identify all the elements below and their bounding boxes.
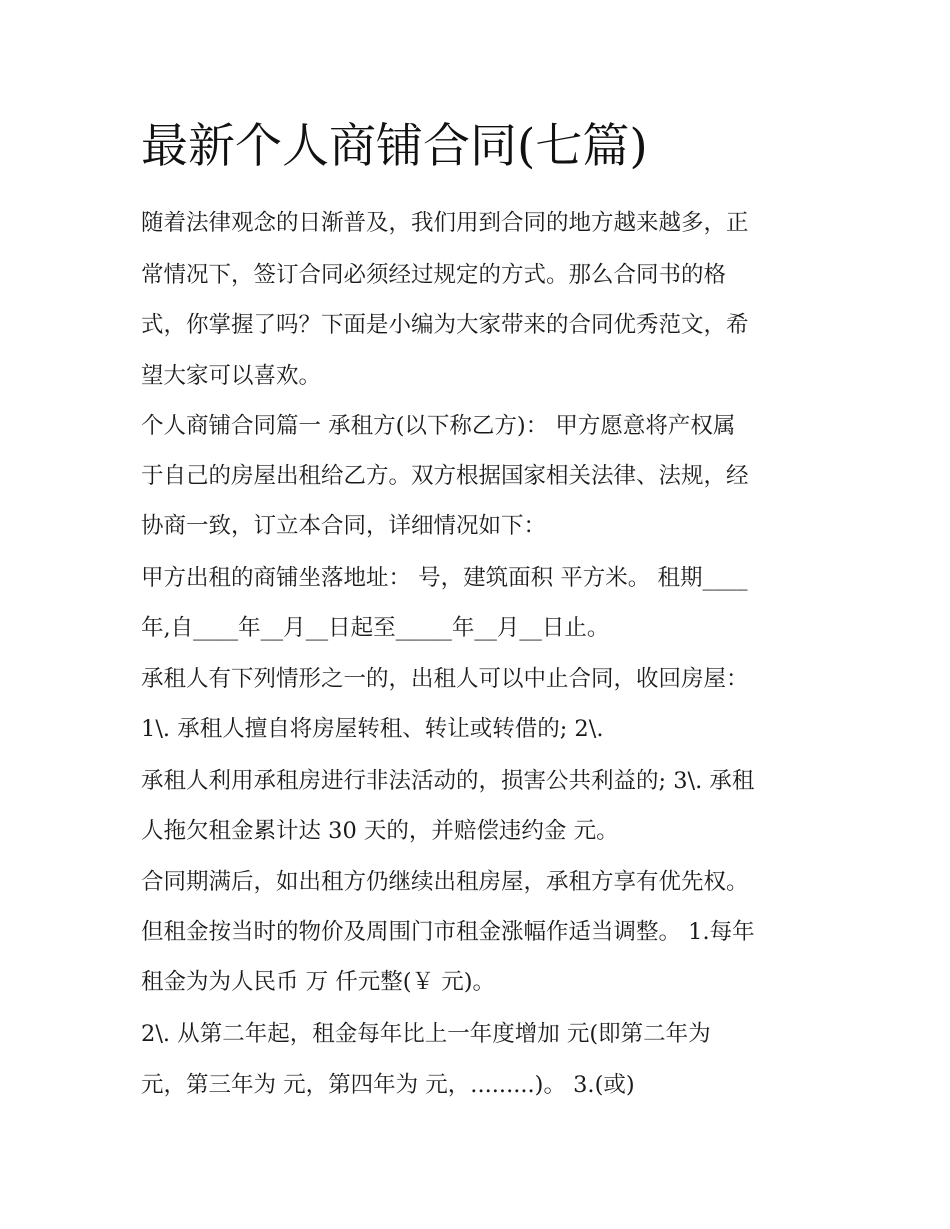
body-line: 于自己的房屋出租给乙方。双方根据国家相关法律、法规，经: [141, 463, 749, 489]
body-line: 元，第三年为 元，第四年为 元，.........)。 3.(或): [141, 1072, 635, 1098]
body-line: 人拖欠租金累计达 30 天的，并赔偿违约金 元。: [141, 818, 619, 844]
body-line: 甲方出租的商铺坐落地址： 号，建筑面积 平方米。 租期____: [141, 565, 748, 591]
body-line: 望大家可以喜欢。: [141, 363, 322, 389]
body-line: 承租人利用承租房进行非法活动的，损害公共利益的; 3\. 承租: [141, 768, 755, 794]
body-line: 常情况下，签订合同必须经过规定的方式。那么合同书的格: [141, 262, 727, 288]
body-line: 个人商铺合同篇一 承租方(以下称乙方)： 甲方愿意将产权属: [141, 413, 736, 439]
body-line: 协商一致，订立本合同，详细情况如下：: [141, 513, 547, 539]
body-line: 合同期满后，如出租方仍继续出租房屋，承租方享有优先权。: [141, 869, 749, 895]
body-line: 2\. 从第二年起，租金每年比上一年度增加 元(即第二年为: [141, 1021, 711, 1047]
document-title: 最新个人商铺合同(七篇): [141, 119, 648, 174]
body-line: 随着法律观念的日渐普及，我们用到合同的地方越来越多，正: [141, 210, 749, 236]
body-line: 1\. 承租人擅自将房屋转租、转让或转借的; 2\.: [141, 716, 604, 742]
body-line: 租金为为人民币 万 仟元整(￥ 元)。: [141, 969, 496, 995]
body-line: 式，你掌握了吗？下面是小编为大家带来的合同优秀范文，希: [141, 312, 749, 338]
body-line: 年,自____年__月__日起至_____年__月__日止。: [141, 615, 610, 641]
body-line: 但租金按当时的物价及周围门市租金涨幅作适当调整。 1.每年: [141, 919, 755, 945]
body-line: 承租人有下列情形之一的，出租人可以中止合同，收回房屋：: [141, 666, 749, 692]
